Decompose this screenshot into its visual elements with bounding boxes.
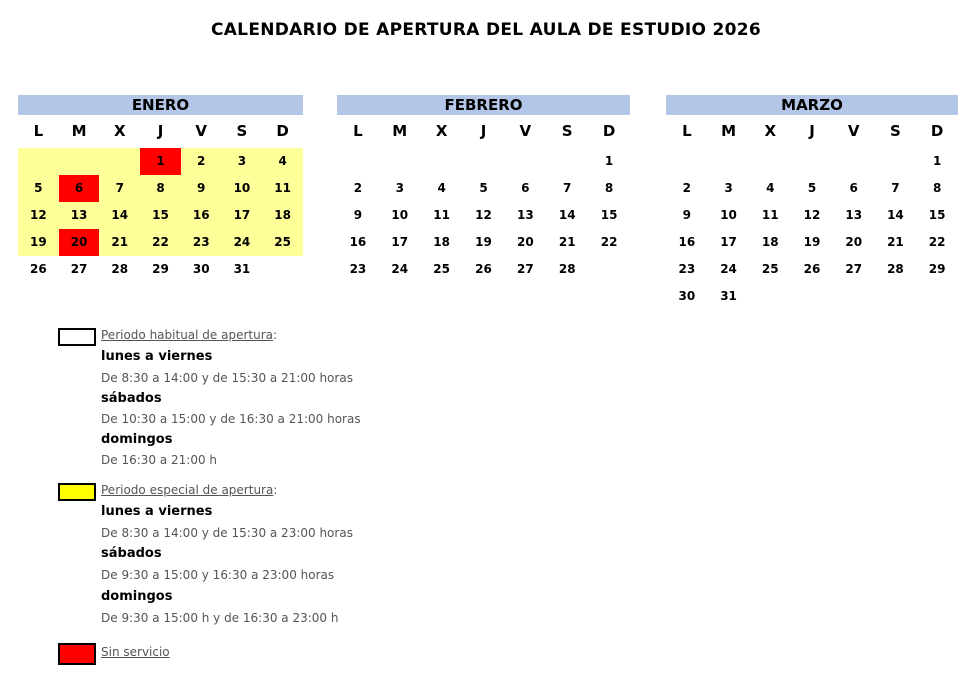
day-cell: 7 bbox=[891, 181, 900, 195]
weekday-header: M bbox=[392, 122, 408, 140]
day-cell: 9 bbox=[353, 208, 363, 222]
empty-day-cell bbox=[379, 148, 421, 175]
weekdays-hours: De 8:30 a 14:00 y de 15:30 a 21:00 horas bbox=[101, 371, 353, 385]
day-cell: 12 bbox=[475, 208, 492, 222]
day-cell: 15 bbox=[928, 208, 946, 222]
day-cell: 1 bbox=[140, 148, 181, 175]
days-grid bbox=[18, 148, 303, 283]
empty-day-cell bbox=[262, 256, 303, 283]
empty-day-cell bbox=[875, 148, 917, 175]
day-cell: 28 bbox=[887, 262, 904, 276]
day-cell: 30 bbox=[192, 262, 210, 276]
day-cell: 14 bbox=[558, 208, 576, 222]
day-cell: 6 bbox=[59, 175, 100, 202]
day-cell: 21 bbox=[887, 235, 904, 249]
weekday-header: L bbox=[682, 122, 692, 140]
weekday-header: D bbox=[602, 122, 616, 140]
day-cell: 12 bbox=[803, 208, 821, 222]
day-cell: 8 bbox=[604, 181, 614, 195]
day-cell: 18 bbox=[761, 235, 779, 249]
sunday-label: domingos bbox=[101, 589, 173, 604]
legend-heading bbox=[101, 483, 277, 497]
empty-day-cell bbox=[337, 148, 379, 175]
weekday-header: L bbox=[353, 122, 363, 140]
saturday-label: sábados bbox=[101, 391, 162, 406]
empty-day-cell bbox=[421, 148, 463, 175]
day-cell: 24 bbox=[391, 262, 409, 276]
day-cell: 27 bbox=[845, 262, 863, 276]
weekday-header: J bbox=[809, 122, 815, 140]
day-cell: 24 bbox=[222, 229, 263, 256]
day-cell: 5 bbox=[807, 181, 817, 195]
day-cell: 23 bbox=[181, 229, 222, 256]
empty-day-cell bbox=[666, 148, 708, 175]
day-cell: 25 bbox=[761, 262, 779, 276]
legend-swatch-white bbox=[58, 328, 96, 346]
day-cell: 27 bbox=[517, 262, 534, 276]
day-cell: 17 bbox=[222, 202, 263, 229]
day-cell: 3 bbox=[724, 181, 733, 195]
weekday-header: J bbox=[157, 122, 164, 140]
day-cell: 11 bbox=[761, 208, 779, 222]
month-febrero bbox=[337, 95, 630, 283]
day-cell: 29 bbox=[928, 262, 946, 276]
day-cell: 25 bbox=[262, 229, 303, 256]
weekdays-label: lunes a viernes bbox=[101, 504, 213, 519]
day-cell: 8 bbox=[140, 175, 181, 202]
day-cell: 7 bbox=[563, 181, 572, 195]
empty-day-cell bbox=[833, 148, 875, 175]
day-cell: 10 bbox=[720, 208, 737, 222]
legend-heading: Sin servicio bbox=[101, 645, 170, 659]
day-cell: 16 bbox=[678, 235, 696, 249]
day-cell: 21 bbox=[99, 229, 140, 256]
weekday-header: V bbox=[195, 122, 207, 140]
legend-swatch-yellow bbox=[58, 483, 96, 501]
day-cell: 28 bbox=[111, 262, 129, 276]
day-cell: 18 bbox=[262, 202, 303, 229]
day-cell: 3 bbox=[222, 148, 263, 175]
empty-day-cell bbox=[708, 148, 750, 175]
weekday-header: V bbox=[519, 122, 532, 140]
empty-day-cell bbox=[546, 148, 588, 175]
day-cell: 29 bbox=[152, 262, 169, 276]
day-cell: 4 bbox=[262, 148, 303, 175]
days-grid bbox=[337, 148, 630, 283]
legend-heading-colon: : bbox=[273, 483, 278, 497]
month-marzo bbox=[666, 95, 958, 310]
day-cell: 13 bbox=[845, 208, 863, 222]
sunday-label: domingos bbox=[101, 432, 173, 447]
weekday-header: X bbox=[764, 122, 777, 140]
day-cell: 20 bbox=[845, 235, 863, 249]
saturday-label: sábados bbox=[101, 546, 162, 561]
day-cell: 1 bbox=[932, 154, 942, 168]
day-cell: 16 bbox=[181, 202, 222, 229]
weekday-header: V bbox=[847, 122, 860, 140]
day-cell: 15 bbox=[600, 208, 618, 222]
day-cell: 1 bbox=[604, 154, 614, 168]
day-cell: 24 bbox=[720, 262, 737, 276]
legend-heading-text: Periodo habitual de apertura bbox=[101, 328, 273, 342]
weekday-row bbox=[666, 115, 958, 148]
day-cell: 13 bbox=[59, 202, 100, 229]
day-cell: 22 bbox=[928, 235, 946, 249]
legend-heading-text: Periodo especial de apertura bbox=[101, 483, 274, 497]
saturday-hours: De 9:30 a 15:00 y 16:30 a 23:00 horas bbox=[101, 568, 335, 582]
weekdays-hours: De 8:30 a 14:00 y de 15:30 a 23:00 horas bbox=[101, 526, 353, 540]
day-cell: 17 bbox=[720, 235, 737, 249]
day-cell: 14 bbox=[99, 202, 140, 229]
day-cell: 11 bbox=[433, 208, 450, 222]
empty-day-cell bbox=[749, 148, 791, 175]
day-cell: 10 bbox=[391, 208, 409, 222]
day-cell: 2 bbox=[353, 181, 363, 195]
month-header: MARZO bbox=[666, 95, 958, 115]
day-cell: 4 bbox=[437, 181, 446, 195]
day-cell: 22 bbox=[600, 235, 618, 249]
day-cell: 13 bbox=[517, 208, 534, 222]
day-cell: 4 bbox=[766, 181, 775, 195]
day-cell: 26 bbox=[803, 262, 821, 276]
empty-day-cell bbox=[59, 148, 100, 175]
day-cell: 15 bbox=[140, 202, 181, 229]
month-enero bbox=[18, 95, 303, 283]
saturday-hours: De 10:30 a 15:00 y de 16:30 a 21:00 horas bbox=[101, 412, 361, 426]
day-cell: 12 bbox=[18, 202, 59, 229]
empty-day-cell bbox=[588, 256, 630, 283]
day-cell: 10 bbox=[222, 175, 263, 202]
weekday-header: L bbox=[33, 122, 44, 140]
legend-heading-colon: : bbox=[273, 328, 278, 342]
day-cell: 23 bbox=[678, 262, 696, 276]
weekday-row bbox=[337, 115, 630, 148]
legend-heading bbox=[101, 328, 277, 342]
day-cell: 8 bbox=[932, 181, 942, 195]
day-cell: 6 bbox=[849, 181, 858, 195]
weekday-header: X bbox=[435, 122, 448, 140]
weekday-header: J bbox=[480, 122, 487, 140]
empty-day-cell bbox=[99, 148, 140, 175]
empty-day-cell bbox=[463, 148, 505, 175]
day-cell: 14 bbox=[887, 208, 904, 222]
weekday-header: D bbox=[930, 122, 944, 140]
day-cell: 25 bbox=[433, 262, 450, 276]
empty-day-cell bbox=[18, 148, 59, 175]
day-cell: 7 bbox=[99, 175, 140, 202]
sunday-hours: De 9:30 a 15:00 h y de 16:30 a 23:00 h bbox=[101, 611, 339, 625]
day-cell: 22 bbox=[140, 229, 181, 256]
legend-swatch-red bbox=[58, 643, 96, 665]
weekday-header: M bbox=[721, 122, 737, 140]
weekday-header: M bbox=[71, 122, 87, 140]
day-cell: 18 bbox=[433, 235, 450, 249]
weekday-header: D bbox=[276, 122, 289, 140]
day-cell: 20 bbox=[59, 229, 100, 256]
day-cell: 30 bbox=[678, 289, 696, 303]
day-cell: 16 bbox=[349, 235, 367, 249]
page-title: CALENDARIO DE APERTURA DEL AULA DE ESTUDIO 2026 bbox=[210, 20, 762, 40]
day-cell: 27 bbox=[70, 262, 88, 276]
day-cell: 6 bbox=[521, 181, 530, 195]
day-cell: 21 bbox=[558, 235, 576, 249]
empty-day-cell bbox=[504, 148, 546, 175]
day-cell: 2 bbox=[181, 148, 222, 175]
weekday-header: S bbox=[890, 122, 901, 140]
day-cell: 28 bbox=[558, 262, 576, 276]
day-cell: 19 bbox=[475, 235, 492, 249]
month-header: ENERO bbox=[18, 95, 303, 115]
day-cell: 23 bbox=[349, 262, 367, 276]
day-cell: 26 bbox=[475, 262, 492, 276]
day-cell: 2 bbox=[682, 181, 692, 195]
weekdays-label: lunes a viernes bbox=[101, 349, 213, 364]
empty-day-cell bbox=[791, 148, 833, 175]
day-cell: 9 bbox=[682, 208, 692, 222]
day-cell: 3 bbox=[395, 181, 404, 195]
day-cell: 11 bbox=[262, 175, 303, 202]
day-cell: 20 bbox=[517, 235, 534, 249]
weekday-header: S bbox=[236, 122, 248, 140]
weekday-header: X bbox=[113, 122, 126, 140]
weekday-header: S bbox=[561, 122, 573, 140]
day-cell: 31 bbox=[233, 262, 251, 276]
day-cell: 19 bbox=[18, 229, 59, 256]
month-header: FEBRERO bbox=[337, 95, 630, 115]
day-cell: 19 bbox=[803, 235, 821, 249]
weekday-row bbox=[18, 115, 303, 148]
days-grid bbox=[666, 148, 958, 310]
day-cell: 26 bbox=[30, 262, 47, 276]
day-cell: 17 bbox=[391, 235, 409, 249]
day-cell: 31 bbox=[720, 289, 737, 303]
sunday-hours: De 16:30 a 21:00 h bbox=[101, 453, 218, 467]
day-cell: 5 bbox=[18, 175, 59, 202]
day-cell: 5 bbox=[479, 181, 488, 195]
day-cell: 9 bbox=[181, 175, 222, 202]
